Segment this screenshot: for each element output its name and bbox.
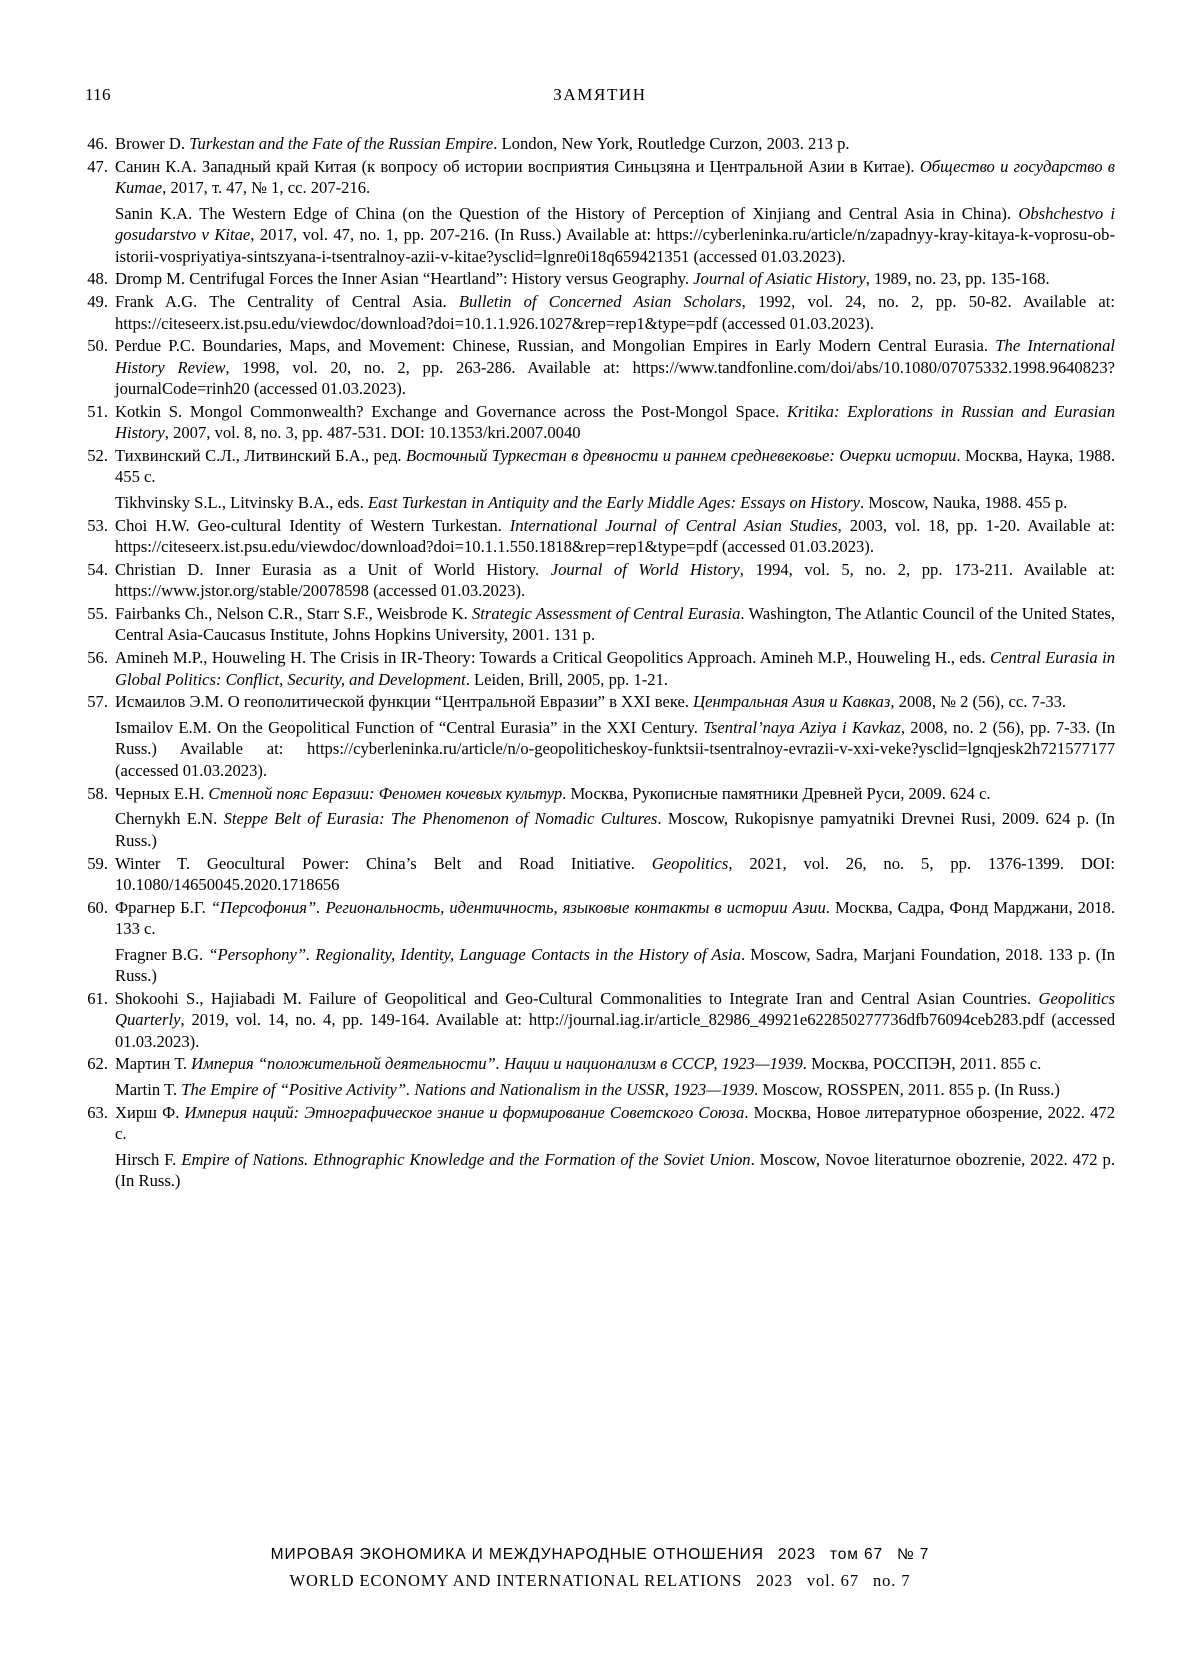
reference-entry	[85, 691, 1115, 712]
reference-text-segment: . Moscow, Novoe literaturnoe obozrenie, 2022. 472 p. (In Russ.)	[115, 1150, 1115, 1191]
reference-number: 59.	[87, 853, 108, 873]
reference-text-segment: Shokoohi S., Hajiabadi M. Failure of Geopolitical and Geo-Cultural Commonalities to Integrate Iran and Central Asian Countries.	[115, 988, 1039, 1008]
reference-number: 53.	[87, 515, 108, 535]
reference-title-italic: Империя “положительной деятельности”. Нации и национализм в СССР, 1923—1939	[191, 1054, 803, 1074]
reference-text-segment: Chernykh E.N.	[115, 809, 224, 829]
reference-title-italic: Империя наций: Этнографическое знание и формирование Советского Союза	[184, 1102, 745, 1122]
reference-text-segment: , 2003, vol. 18, pp. 1-20. Available at: https://citeseerx.ist.psu.edu/viewdoc/download?doi=10.1.1.550.1818&rep=rep1&type=pdf (accessed 01.03.2023).	[115, 515, 1115, 557]
reference-entry	[85, 714, 1115, 781]
reference-text-segment: . Москва, Рукописные памятники Древней Руси, 2009. 624 с.	[562, 783, 991, 803]
reference-text	[115, 515, 1115, 558]
reference-text-segment: . Москва, Наука, 1988. 455 с.	[115, 445, 1115, 487]
reference-text-segment: , 2019, vol. 14, no. 4, pp. 149-164. Available at: http://journal.iag.ir/article_82986_49921e622850277736dfb76094ceb283.pdf (accessed 01.03.2023).	[115, 1010, 1115, 1051]
reference-number: 62.	[87, 1054, 108, 1074]
reference-text	[115, 203, 1115, 267]
reference-title-italic: Central Eurasia in Global Politics: Conflict, Security, and Development	[115, 648, 1115, 689]
reference-entry	[85, 897, 1115, 940]
footer-volume-ru: том 67	[829, 1546, 884, 1563]
reference-entry	[85, 1076, 1115, 1100]
reference-text	[115, 691, 1115, 712]
reference-text	[115, 808, 1115, 851]
reference-title-italic: Turkestan and the Fate of the Russian Empire	[189, 134, 494, 153]
reference-entry	[85, 1053, 1115, 1074]
footer-year-en: 2023	[756, 1571, 793, 1590]
reference-number: 51.	[87, 401, 108, 421]
reference-title-italic: International Journal of Central Asian Studies	[509, 515, 838, 535]
reference-entry	[85, 853, 1115, 896]
reference-text-segment: . Moscow, Rukopisnye pamyatniki Drevnei Rusi, 2009. 624 p. (In Russ.)	[115, 809, 1115, 850]
reference-text-segment: Tikhvinsky S.L., Litvinsky B.A., eds.	[115, 493, 368, 512]
reference-text	[115, 988, 1115, 1052]
reference-number: 48.	[87, 269, 108, 289]
reference-text-segment: , 1989, no. 23, pp. 135-168.	[865, 269, 1050, 289]
reference-entry	[85, 489, 1115, 513]
reference-text-segment: , 2017, т. 47, № 1, сс. 207-216.	[162, 178, 371, 198]
reference-list	[85, 133, 1115, 1192]
reference-title-italic: “Persophony”. Regionality, Identity, Language Contacts in the History of Asia	[208, 944, 741, 964]
page-number: 116	[85, 85, 111, 104]
page-footer	[85, 1546, 1115, 1591]
reference-title-italic: Восточный Туркестан в древности и раннем средневековье: Очерки истории	[406, 445, 957, 465]
reference-text-segment: . Москва, Новое литературное обозрение, 2022. 472 с.	[115, 1102, 1115, 1144]
reference-title-italic: Kritika: Explorations in Russian and Eurasian History	[115, 401, 1115, 443]
reference-text	[115, 268, 1115, 289]
reference-text	[115, 445, 1115, 488]
reference-title-italic: Steppe Belt of Eurasia: The Phenomenon of Nomadic Cultures	[223, 809, 658, 829]
running-title: ЗАМЯТИН	[553, 85, 647, 104]
reference-text	[115, 559, 1115, 602]
reference-text-segment: Kotkin S. Mongol Commonwealth? Exchange and Governance across the Post-Mongol Space.	[115, 401, 787, 421]
reference-number: 60.	[87, 897, 108, 917]
reference-text-segment: . Москва, Садра, Фонд Марджани, 2018. 133 с.	[115, 897, 1115, 938]
reference-entry	[85, 783, 1115, 804]
reference-entry	[85, 1146, 1115, 1192]
reference-text-segment: , 1994, vol. 5, no. 2, pp. 173-211. Available at: https://www.jstor.org/stable/20078598 (accessed 01.03.2023).	[115, 559, 1115, 601]
reference-text-segment: Sanin K.A. The Western Edge of China (on the Question of the History of Perception of Xinjiang and Central Asia in China).	[115, 203, 1019, 223]
reference-title-italic: The International History Review	[115, 336, 1115, 377]
reference-text-segment: Fairbanks Ch., Nelson C.R., Starr S.F., Weisbrode K.	[115, 604, 472, 624]
reference-text-segment: , 2008, no. 2 (56), pp. 7-33. (In Russ.) Available at: https://cyberleninka.ru/article/n/o-geopoliticheskoy-funktsii-tsentralnoy-evrazii-v-xxi-veke?ysclid=lgnqjesk2h721577177 (accessed 01.03.2023).	[115, 718, 1115, 780]
page	[85, 0, 1115, 1669]
footer-english-line	[85, 1571, 1115, 1591]
reference-entry	[85, 941, 1115, 987]
reference-entry	[85, 291, 1115, 334]
reference-title-italic: Obshchestvo i gosudarstvo v Kitae	[115, 203, 1115, 245]
reference-text-segment: Martin T.	[115, 1080, 182, 1100]
footer-journal-en: WORLD ECONOMY AND INTERNATIONAL RELATIONS	[289, 1571, 743, 1590]
reference-text-segment: Amineh M.P., Houweling H. The Crisis in IR-Theory: Towards a Critical Geopolitics Approach. Amineh M.P., Houweling H., eds.	[115, 648, 991, 668]
reference-title-italic: “Персофония”. Региональность, идентичность, языковые контакты в истории Азии	[210, 897, 826, 917]
reference-number: 46.	[87, 134, 108, 153]
reference-text-segment: Fragner B.G.	[115, 944, 209, 964]
reference-title-italic: Tsentral’naya Aziya i Kavkaz	[703, 718, 901, 738]
reference-text	[115, 1079, 1115, 1100]
reference-text-segment: Черных Е.Н.	[115, 783, 209, 803]
reference-number: 50.	[87, 336, 108, 356]
footer-journal-ru: МИРОВАЯ ЭКОНОМИКА И МЕЖДУНАРОДНЫЕ ОТНОШЕНИЯ	[270, 1546, 764, 1563]
reference-title-italic: Bulletin of Concerned Asian Scholars	[458, 292, 742, 312]
reference-text-segment: Тихвинский С.Л., Литвинский Б.А., ред.	[115, 445, 407, 465]
reference-text-segment: Perdue P.C. Boundaries, Maps, and Movement: Chinese, Russian, and Mongolian Empires in Early Modern Central Eurasia.	[115, 336, 996, 356]
footer-russian-line	[85, 1546, 1115, 1564]
reference-text	[115, 1149, 1115, 1192]
reference-text-segment: Brower D.	[115, 134, 190, 153]
reference-text-segment: Хирш Ф.	[115, 1102, 185, 1122]
reference-text-segment: . Leiden, Brill, 2005, pp. 1-21.	[465, 669, 669, 689]
reference-entry	[85, 647, 1115, 690]
reference-text-segment: Мартин Т.	[115, 1054, 192, 1074]
reference-text	[115, 647, 1115, 690]
reference-text-segment: . Москва, РОССПЭН, 2011. 855 с.	[802, 1054, 1042, 1074]
reference-text-segment: . Washington, The Atlantic Council of the United States, Central Asia-Caucasus Institute, Johns Hopkins University, 2001. 131 p.	[115, 604, 1115, 645]
reference-title-italic: Geopolitics Quarterly	[115, 988, 1115, 1030]
reference-text-segment: , 1992, vol. 24, no. 2, pp. 50-82. Available at: https://citeseerx.ist.psu.edu/viewdoc/download?doi=10.1.1.926.1027&rep=rep1&type=pdf (accessed 01.03.2023).	[115, 292, 1115, 333]
page-header	[85, 85, 1115, 107]
reference-entry	[85, 805, 1115, 851]
reference-text-segment: Dromp M. Centrifugal Forces the Inner Asian “Heartland”: History versus Geography.	[115, 269, 694, 289]
reference-entry	[85, 156, 1115, 199]
reference-title-italic: Geopolitics	[651, 853, 729, 873]
reference-text-segment: . Moscow, Sadra, Marjani Foundation, 2018. 133 p. (In Russ.)	[115, 944, 1115, 986]
reference-text-segment: . London, New York, Routledge Curzon, 2003. 213 p.	[493, 134, 850, 153]
reference-entry	[85, 559, 1115, 602]
reference-text-segment: Исмаилов Э.М. О геополитической функции “Центральной Евразии” в XXI веке.	[115, 692, 694, 712]
reference-number: 52.	[87, 445, 108, 465]
reference-number: 56.	[87, 648, 108, 668]
reference-entry	[85, 1102, 1115, 1145]
reference-number: 63.	[87, 1102, 108, 1122]
reference-number: 47.	[87, 156, 108, 176]
reference-text	[115, 335, 1115, 399]
reference-number: 57.	[87, 692, 108, 712]
reference-number: 54.	[87, 559, 108, 579]
reference-text	[115, 603, 1115, 646]
reference-text	[115, 1053, 1115, 1074]
reference-title-italic: Journal of Asiatic History	[693, 269, 866, 289]
reference-title-italic: Степной пояс Евразии: Феномен кочевых культур	[208, 783, 563, 803]
reference-entry	[85, 200, 1115, 267]
reference-text-segment: Ismailov E.M. On the Geopolitical Function of “Central Eurasia” in the XXI Century.	[115, 718, 704, 738]
reference-text-segment: , 2021, vol. 26, no. 5, pp. 1376-1399. DOI: 10.1080/14650045.2020.1718656	[115, 853, 1115, 894]
reference-text	[115, 853, 1115, 896]
footer-volume-en: vol. 67	[806, 1571, 859, 1590]
reference-number: 55.	[87, 604, 108, 624]
reference-title-italic: East Turkestan in Antiquity and the Early Middle Ages: Essays on History	[367, 493, 861, 512]
footer-issue-ru: № 7	[897, 1546, 930, 1563]
reference-text	[115, 783, 1115, 804]
reference-text-segment: . Moscow, Nauka, 1988. 455 p.	[860, 493, 1068, 512]
reference-entry	[85, 515, 1115, 558]
reference-title-italic: Центральная Азия и Кавказ	[693, 692, 891, 712]
reference-title-italic: Empire of Nations. Ethnographic Knowledge and the Formation of the Soviet Union	[181, 1150, 751, 1170]
reference-text-segment: , 1998, vol. 20, no. 2, pp. 263-286. Available at: https://www.tandfonline.com/doi/abs/10.1080/07075332.1998.9640823?journalCode=rinh20 (accessed 01.03.2023).	[115, 357, 1115, 398]
reference-text	[115, 1102, 1115, 1145]
reference-text	[115, 401, 1115, 444]
reference-number: 49.	[87, 292, 108, 312]
reference-text-segment: , 2017, vol. 47, no. 1, pp. 207-216. (In Russ.) Available at: https://cyberleninka.ru/article/n/zapadnyy-kray-kitaya-k-voprosu-ob-istorii-vospriyatiya-sintszyana-i-tsentralnoy-azii-v-kitae?ysclid=lgnre0i18q659421351 (accessed 01.03.2023).	[115, 225, 1115, 266]
reference-text-segment: . Moscow, ROSSPEN, 2011. 855 p. (In Russ.)	[754, 1080, 1060, 1100]
reference-number: 58.	[87, 783, 108, 803]
reference-text	[115, 944, 1115, 987]
reference-text-segment: Choi H.W. Geo-cultural Identity of Western Turkestan.	[115, 515, 510, 535]
footer-year-ru: 2023	[777, 1546, 816, 1563]
reference-title-italic: Strategic Assessment of Central Eurasia	[472, 604, 741, 624]
reference-text	[115, 897, 1115, 940]
reference-text-segment: Frank A.G. The Centrality of Central Asia.	[115, 292, 459, 312]
reference-entry	[85, 268, 1115, 289]
reference-text-segment: Фрагнер Б.Г.	[115, 897, 211, 917]
reference-entry	[85, 335, 1115, 399]
reference-number: 61.	[87, 988, 108, 1008]
reference-entry	[85, 988, 1115, 1052]
reference-text-segment: Санин К.А. Западный край Китая (к вопросу об истории восприятия Синьцзяна и Центральной Азии в Китае).	[115, 156, 920, 176]
reference-text	[115, 156, 1115, 199]
reference-text	[115, 133, 1115, 154]
reference-text-segment: , 2008, № 2 (56), сс. 7-33.	[890, 692, 1067, 712]
reference-entry	[85, 133, 1115, 154]
reference-title-italic: The Empire of “Positive Activity”. Nations and Nationalism in the USSR, 1923—1939	[181, 1080, 755, 1100]
reference-title-italic: Journal of World History	[550, 559, 740, 579]
reference-entry	[85, 603, 1115, 646]
reference-text-segment: , 2007, vol. 8, no. 3, pp. 487-531. DOI: 10.1353/kri.2007.0040	[164, 423, 581, 443]
reference-text	[115, 291, 1115, 334]
reference-text-segment: Winter T. Geocultural Power: China’s Belt and Road Initiative.	[115, 853, 652, 873]
reference-text-segment: Hirsch F.	[115, 1150, 182, 1170]
reference-entry	[85, 401, 1115, 444]
footer-issue-en: no. 7	[872, 1571, 911, 1590]
reference-text	[115, 717, 1115, 781]
reference-text-segment: Christian D. Inner Eurasia as a Unit of World History.	[115, 559, 551, 579]
reference-entry	[85, 445, 1115, 488]
reference-text	[115, 492, 1115, 513]
reference-title-italic: Общество и государство в Китае	[115, 156, 1115, 198]
